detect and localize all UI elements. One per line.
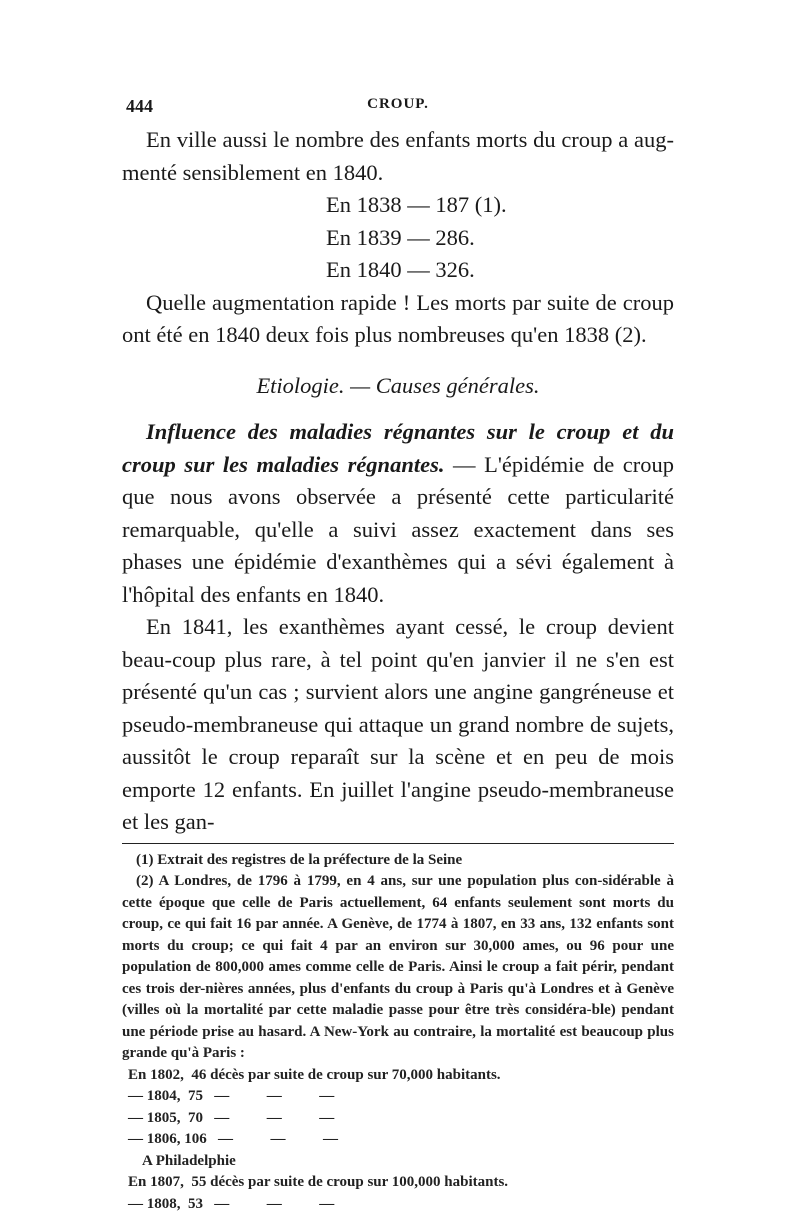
paragraph-4: En 1841, les exanthèmes ayant cessé, le croup devient beau-coup plus rare, à tel point qu'en janvier il ne s'en est présenté qu'un cas ; survient alors une angine gangréneuse et pseudo-membraneuse qui attaque un grand nombre de sujets, aussitôt le croup reparaît sur la scène et en peu de mois emporte 12 enfants. En juillet l'angine pseudo-membraneuse et les gan- xyxy=(122,614,674,834)
main-text xyxy=(122,124,674,839)
running-title: CROUP. xyxy=(367,96,429,112)
stat-1840: En 1840 — 326. xyxy=(326,257,475,282)
document-page xyxy=(122,96,674,1215)
table-row: — 1804, 75 — — — xyxy=(128,1088,335,1104)
table-row: — 1806, 106 — — — xyxy=(128,1131,338,1147)
stat-1838: En 1838 — 187 (1). xyxy=(326,192,507,217)
section-heading: Etiologie. — Causes générales. xyxy=(256,372,540,398)
footnote-divider xyxy=(122,843,674,844)
subsection-title: Influence des maladies régnantes sur le croup et du croup sur les maladies régnantes. xyxy=(122,419,674,477)
table-row: — 1808, 53 — — — xyxy=(128,1195,335,1212)
footnote-1: (1) Extrait des registres de la préfecture de la Seine xyxy=(136,851,463,868)
table-row: En 1802, 46 décès par suite de croup sur 70,000 habitants. xyxy=(128,1066,501,1083)
paragraph-3 xyxy=(122,416,674,611)
philadelphia-label: A Philadelphie xyxy=(142,1152,236,1169)
paragraph-2: Quelle augmentation rapide ! Les morts par suite de croup ont été en 1840 deux fois plus nombreuses qu'en 1838 (2). xyxy=(122,289,674,347)
footnote-2: (2) A Londres, de 1796 à 1799, en 4 ans, sur une population plus con-sidérable à cette époque que celle de Paris actuellement, 64 enfants seulement sont morts du croup, ce qui fait 16 par année. A Genève, de 1774 à 1807, en 33 ans, 132 enfants sont morts du croup; ce qui fait 4 par an environ sur 30,000 ames, ou 96 pour une population de 800,000 ames comme celle de Paris. Ainsi le croup a fait périr, pendant ces trois der-nières années, plus d'enfants du croup à Paris qu'à Londres et à Genève (villes où la mortalité par cette maladie passe pour être très considéra-ble) pendant une période prise au hasard. A New-York au contraire, la mortalité est beaucoup plus grande qu'à Paris : xyxy=(122,873,674,1061)
paragraph-3-text: — L'épidémie de croup que nous avons observée a présenté cette particularité remarquable, qu'elle a suivi assez exactement dans ses phases une épidémie d'exanthèmes qui a sévi également à l'hôpital des enfants en 1840. xyxy=(122,451,674,607)
footnotes xyxy=(122,850,674,1215)
table-row: En 1807, 55 décès par suite de croup sur 100,000 habitants. xyxy=(128,1174,509,1190)
paragraph-1: En ville aussi le nombre des enfants morts du croup a aug-menté sensiblement en 1840. xyxy=(122,127,674,185)
stat-1839: En 1839 — 286. xyxy=(326,224,475,250)
table-row: — 1805, 70 — — — xyxy=(128,1109,335,1126)
page-header xyxy=(122,96,674,124)
page-number: 444 xyxy=(126,96,153,116)
